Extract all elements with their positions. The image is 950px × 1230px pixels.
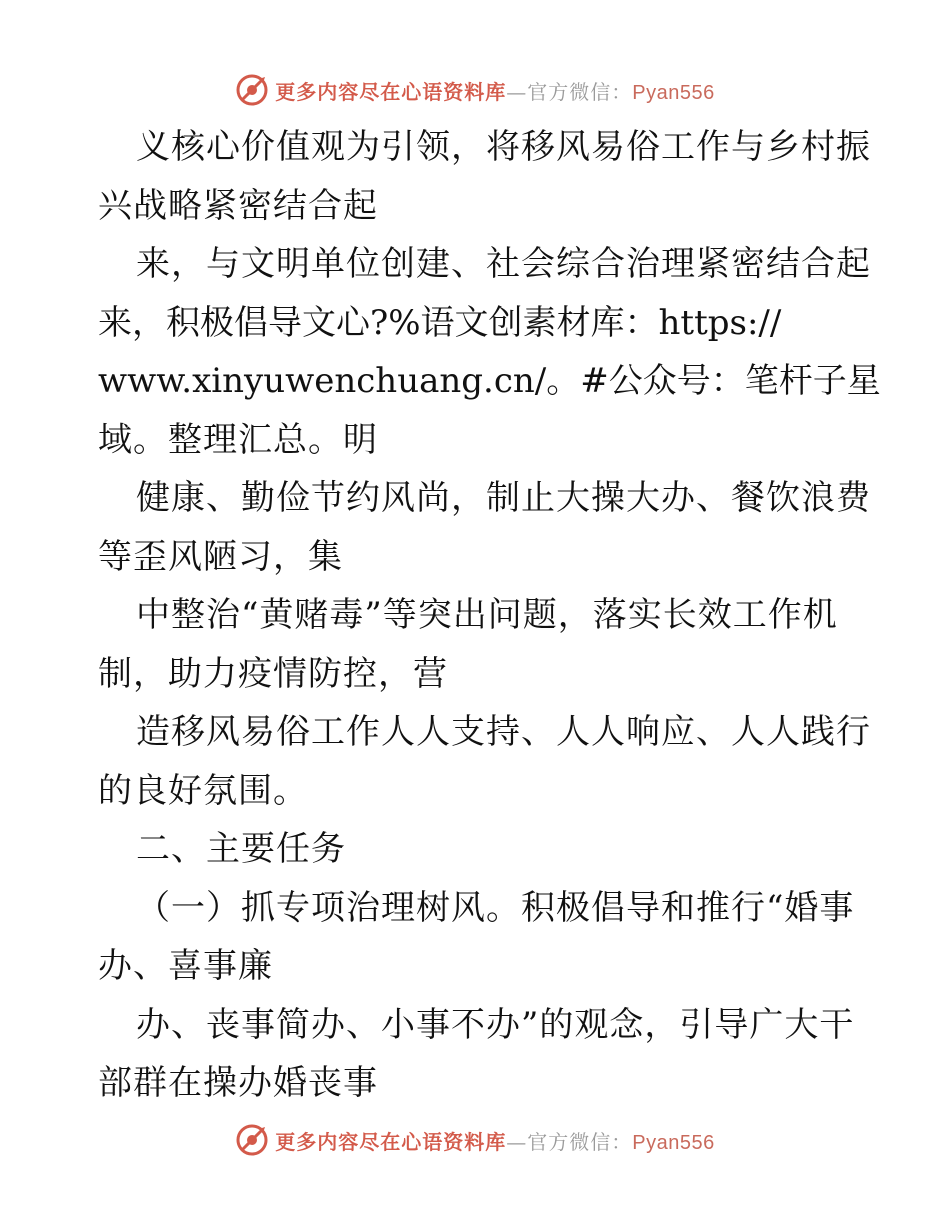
banner-brand-text: 更多内容尽在心语资料库 [275,79,507,104]
banner-wechat-label: —官方微信： [506,1129,633,1154]
footer-watermark [0,1120,950,1160]
logo-icon [235,1123,269,1157]
section-heading: 二、主要任务 [136,829,346,869]
banner-wechat-label: —官方微信： [506,79,633,104]
header-watermark [0,70,950,110]
text-line: （一）抓专项治理树风。积极倡导和推行“婚事 [136,887,855,928]
text-line: 制，助力疫情防控，营 [98,653,448,694]
text-line: www.xinyuwenchuang.cn/。#公众号：笔杆子星 [98,361,881,401]
text-line: 来，与文明单位创建、社会综合治理紧密结合起 [136,244,871,284]
banner-wechat-id: Pyan556 [632,1131,715,1154]
text-line: 来，积极倡导文心?%语文创素材库：https:// [98,302,782,343]
text-line: 义核心价值观为引领，将移风易俗工作与乡村振 [136,127,871,167]
text-line: 中整治“黄赌毒”等突出问题，落实长效工作机 [136,595,838,635]
text-line: 办、丧事简办、小事不办”的观念，引导广大干 [136,1004,855,1045]
text-line: 等歪风陋习，集 [98,536,343,577]
banner-brand-text: 更多内容尽在心语资料库 [275,1129,507,1154]
text-line: 部群在操办婚丧事 [98,1063,378,1103]
text-line: 兴战略紧密结合起 [98,185,378,226]
text-line: 健康、勤俭节约风尚，制止大操大办、餐饮浪费 [136,478,871,518]
logo-icon [235,73,269,107]
text-line: 的良好氛围。 [98,770,308,811]
text-line: 造移风易俗工作人人支持、人人响应、人人践行 [136,712,871,752]
document-body [98,118,881,1113]
banner-wechat-id: Pyan556 [632,81,715,104]
text-line: 办、喜事廉 [98,946,273,986]
text-line: 域。整理汇总。明 [98,419,378,460]
